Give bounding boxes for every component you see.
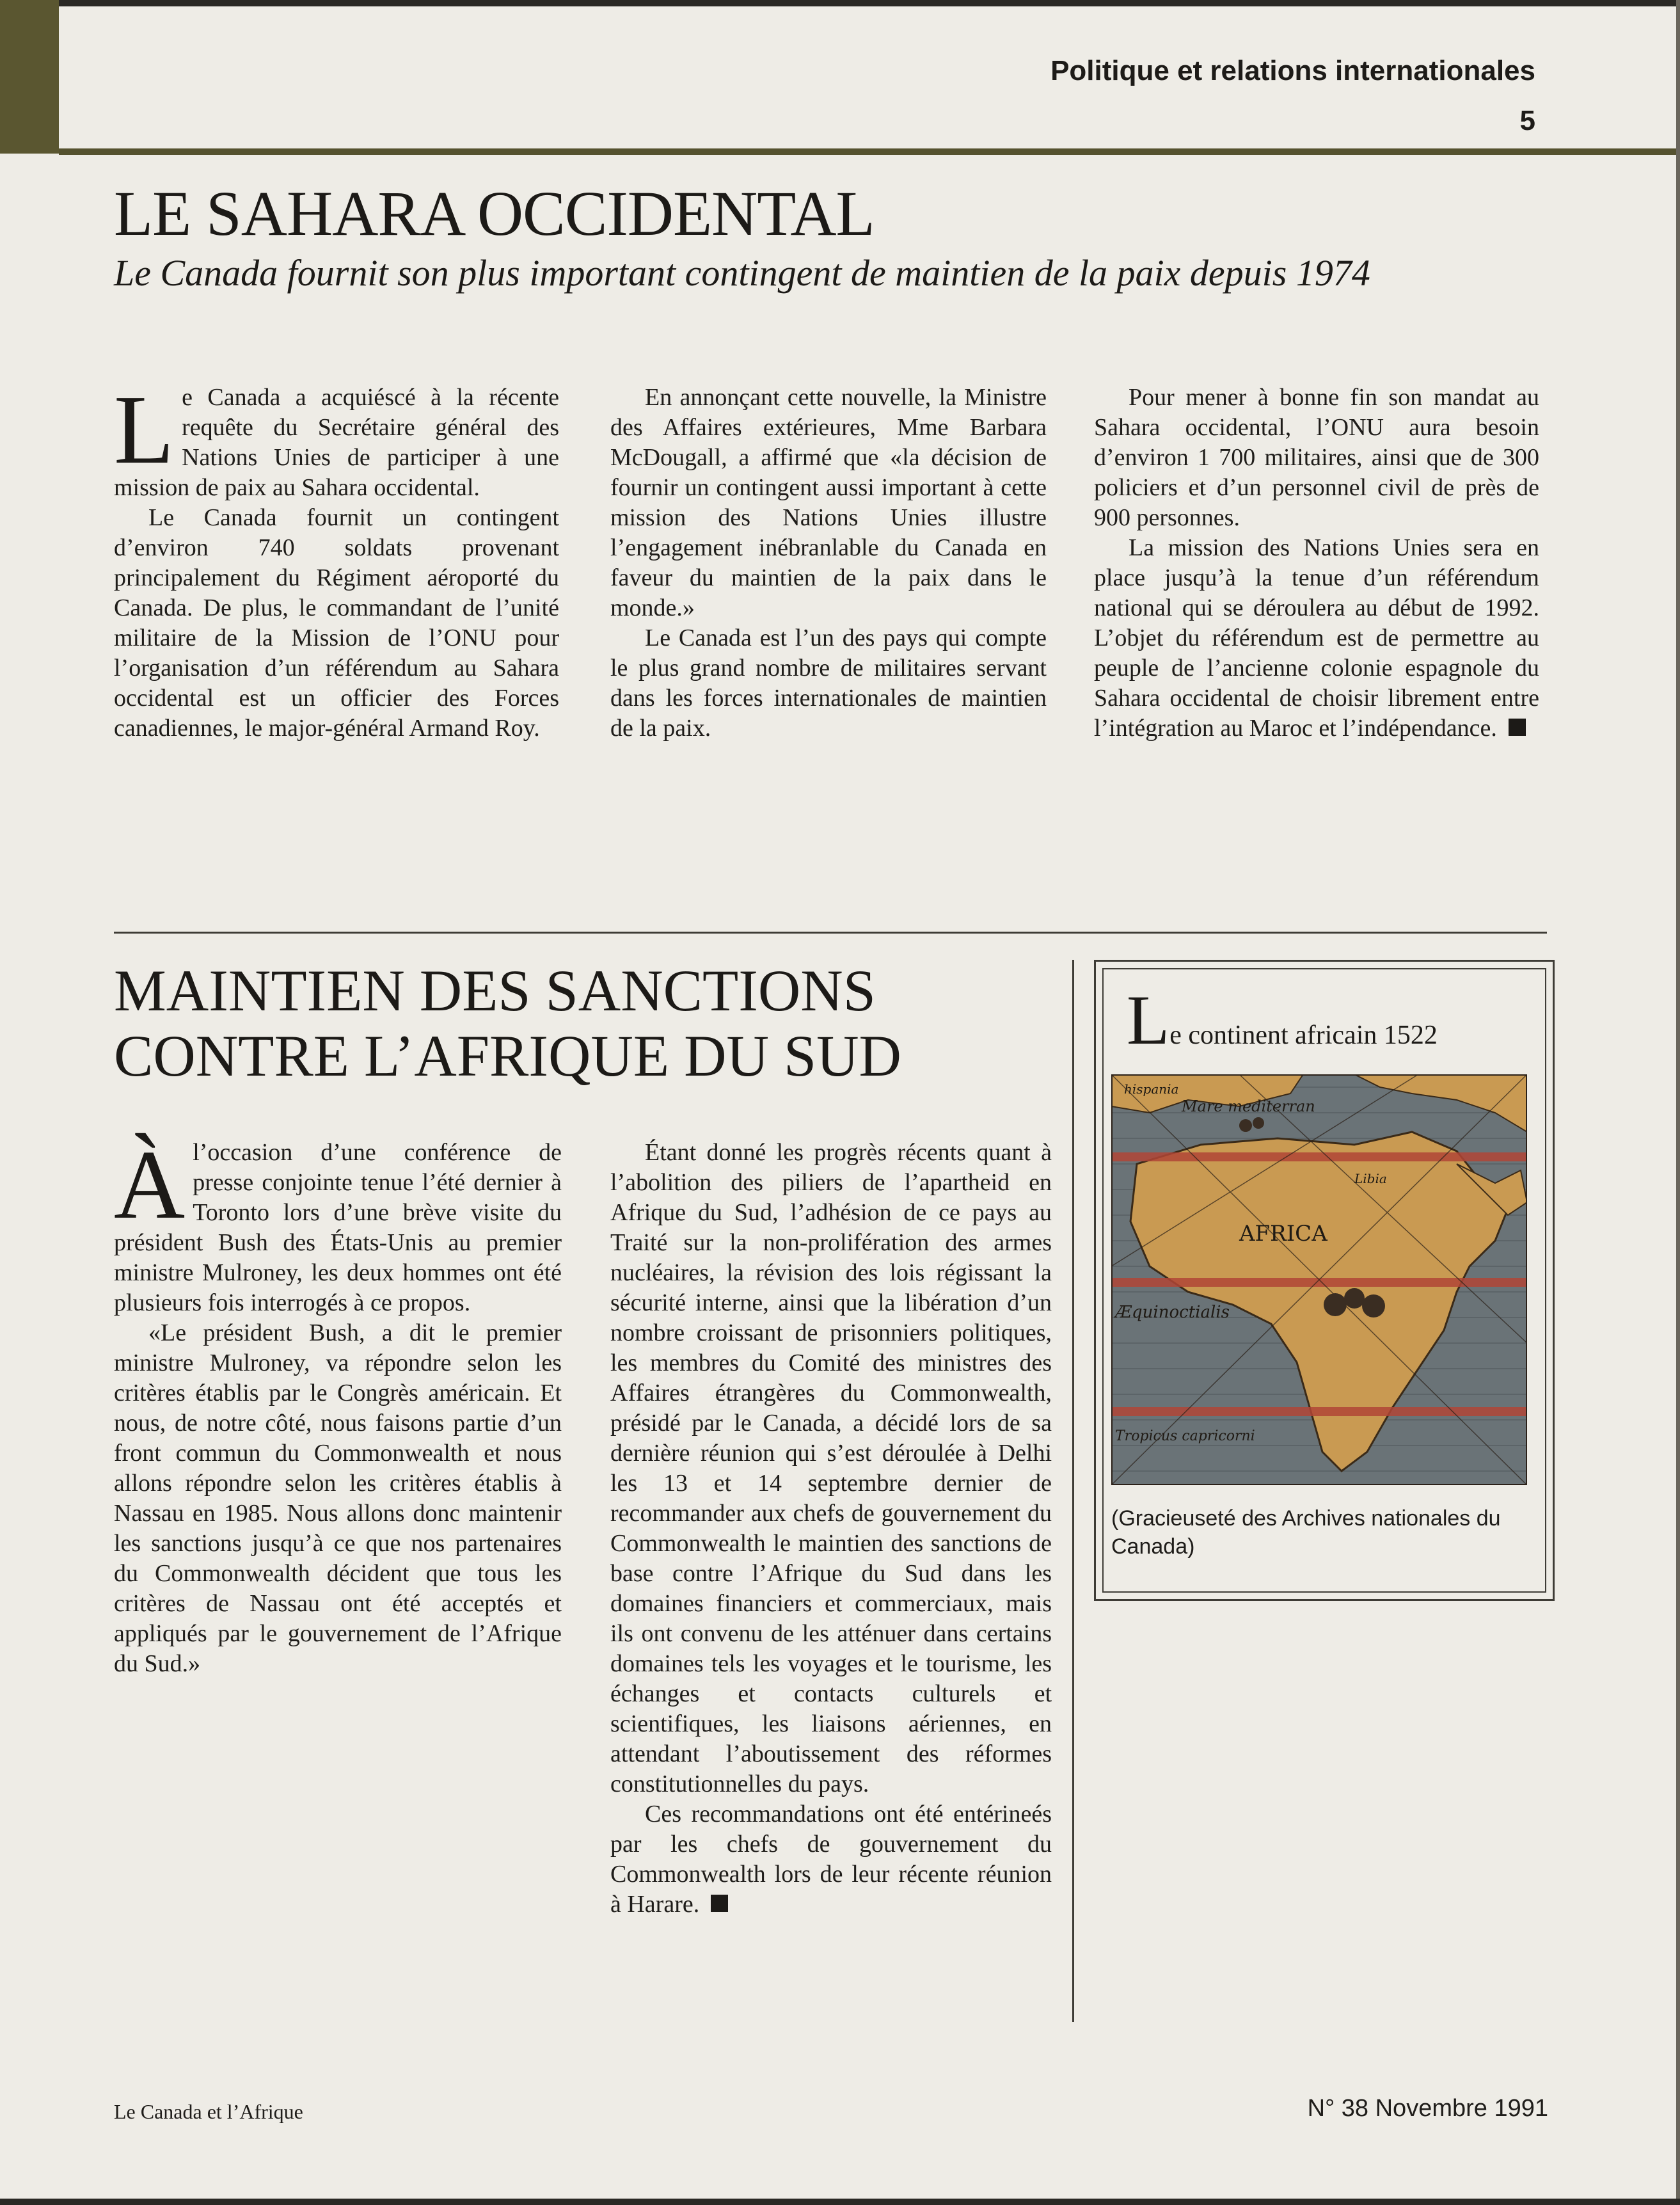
article1-paragraph-1-text: e Canada a acquiéscé à la récente requête du Secrétaire général des Nations Unies de participer à une mission de paix au Sahara occidental. bbox=[114, 384, 559, 501]
article2-paragraph-2: «Le président Bush, a dit le premier ministre Mulroney, va répondre selon les critères établis par le Congrès américain. Et nous, de notre côté, nous faisons partie d’un front commun du Commonwealth et nous allons répondre selon les critères établis à Nassau en 1985. Nous allons donc maintenir les sanctions jusqu’à ce que nos partenaires du Commonwealth décident que tous les critères de Nassau ont été acceptés et appliqués par le gouvernement de l’Afrique du Sud.» bbox=[114, 1319, 562, 1677]
article2-paragraph-1 bbox=[114, 1131, 562, 1318]
map-label-africa: AFRICA bbox=[1239, 1221, 1327, 1246]
article2-dropcap: À bbox=[114, 1131, 186, 1239]
bottom-edge bbox=[0, 2199, 1680, 2205]
article1-dropcap: L bbox=[114, 376, 175, 484]
header-color-block bbox=[0, 0, 59, 154]
article1-paragraph-5: Pour mener à bonne fin son mandat au Sahara occidental, l’ONU aura besoin d’environ 1 700 militaires, ainsi que de 300 policiers et d’un personnel civil de près de 900 personnes. bbox=[1094, 384, 1539, 531]
article2-paragraph-4-text: Ces recommandations ont été entérineés par les chefs de gouvernement du Commonwealth lors de leur récente réunion à Harare. bbox=[610, 1801, 1052, 1918]
sidebar-title-rest: e continent africain 1522 bbox=[1169, 1021, 1438, 1050]
article1-paragraph-6 bbox=[1094, 533, 1539, 744]
sidebar-title-initial: L bbox=[1127, 981, 1170, 1059]
top-edge bbox=[0, 0, 1680, 6]
sidebar-title bbox=[1127, 981, 1438, 1059]
article1-end-mark bbox=[1509, 719, 1526, 736]
page-number: 5 bbox=[1519, 105, 1535, 136]
article1-column-1 bbox=[114, 376, 559, 744]
map-label-tropic: Tropicus capricorni bbox=[1115, 1428, 1255, 1444]
map-band-cancer bbox=[1111, 1152, 1527, 1161]
section-divider bbox=[114, 932, 1547, 934]
footer-publication: Le Canada et l’Afrique bbox=[114, 2100, 303, 2123]
section-title: Politique et relations internationales bbox=[1050, 55, 1535, 86]
article1-column-3 bbox=[1094, 383, 1539, 744]
sidebar-credit: (Gracieuseté des Archives nationales du Canada) bbox=[1111, 1506, 1501, 1559]
sidebar-vertical-rule bbox=[1072, 960, 1074, 2022]
map-label-sea: Mare mediterran bbox=[1182, 1097, 1315, 1115]
article1-title: LE SAHARA OCCIDENTAL bbox=[114, 178, 875, 249]
right-edge bbox=[1676, 0, 1680, 2205]
article2-column-1 bbox=[114, 1131, 562, 1679]
map-label-hispania: hispania bbox=[1124, 1081, 1179, 1097]
article1-paragraph-1 bbox=[114, 376, 559, 503]
map-band-capricorn bbox=[1111, 1407, 1527, 1416]
article2-title-line-1: MAINTIEN DES SANCTIONS bbox=[114, 958, 876, 1023]
sidebar-figure-box bbox=[1094, 960, 1555, 1601]
map-label-equator: Æquinoctialis bbox=[1115, 1303, 1230, 1322]
article1-paragraph-3: En annonçant cette nouvelle, la Ministre des Affaires extérieures, Mme Barbara McDougall, a affirmé que «la décision de fournir un contingent aussi important à cette mission des Nations Unies illustre l’engagement inébranlable du Canada en faveur du maintien de la paix dans le monde.» bbox=[610, 384, 1047, 621]
footer-issue: N° 38 Novembre 1991 bbox=[1307, 2095, 1548, 2122]
article1-deck: Le Canada fournit son plus important contingent de maintien de la paix depuis 1974 bbox=[114, 252, 1370, 294]
header-rule bbox=[59, 148, 1680, 155]
article2-paragraph-1-text: l’occasion d’une conférence de presse conjointe tenue l’été dernier à Toronto lors d’une brève visite du président Bush des États-Unis au premier ministre Mulroney, les deux hommes ont été plusieurs fois interrogés à ce propos. bbox=[114, 1139, 562, 1316]
article1-paragraph-2: Le Canada fournit un contingent d’environ 740 soldats provenant principalement du Régiment aéroporté du Canada. De plus, le commandant de l’unité militaire de la Mission de l’ONU pour l’organisation d’un référendum au Sahara occidental est un officier des Forces canadiennes, le major-général Armand Roy. bbox=[114, 504, 559, 742]
article2-column-2 bbox=[610, 1138, 1052, 1920]
article2-paragraph-3: Étant donné les progrès récents quant à l’abolition des piliers de l’apartheid en Afrique du Sud, l’adhésion de ce pays au Traité sur la non-prolifération des armes nucléaires, la révision des lois régissant la sécurité interne, ainsi que la libération d’un nombre croissant de prisonniers politiques, les membres du Comité des ministres des Affaires étrangères du Commonwealth, présidé par le Canada, a décidé lors de sa dernière réunion qui s’est déroulée à Delhi les 13 et 14 septembre dernier de recommander aux chefs de gouvernement du Commonwealth le maintien des sanctions de base contre l’Afrique du Sud dans les domaines financiers et commerciaux, mais ils ont convenu de les atténuer dans certains domaines tels les voyages et le tourisme, les échanges et contacts culturels et scientifiques, les liaisons aériennes, en attendant l’aboutissement des réformes constitutionnelles du pays. bbox=[610, 1139, 1052, 1797]
article2-paragraph-4 bbox=[610, 1799, 1052, 1920]
article2-title-line-2: CONTRE L’AFRIQUE DU SUD bbox=[114, 1023, 901, 1088]
map-label-libia: Libia bbox=[1354, 1171, 1387, 1186]
article2-end-mark bbox=[711, 1895, 728, 1912]
article1-column-2 bbox=[610, 383, 1047, 744]
africa-map-image bbox=[1111, 1074, 1527, 1485]
article1-paragraph-6-text: La mission des Nations Unies sera en place jusqu’à la tenue d’un référendum national qui se déroulera au début de 1992. L’objet du référendum est de permettre au peuple de l’ancienne colonie espagnole du Sahara occidental de choisir librement entre l’intégration au Maroc et l’indépendance. bbox=[1094, 534, 1539, 742]
article1-paragraph-4: Le Canada est l’un des pays qui compte le plus grand nombre de militaires servant dans les forces internationales de maintien de la paix. bbox=[610, 625, 1047, 742]
